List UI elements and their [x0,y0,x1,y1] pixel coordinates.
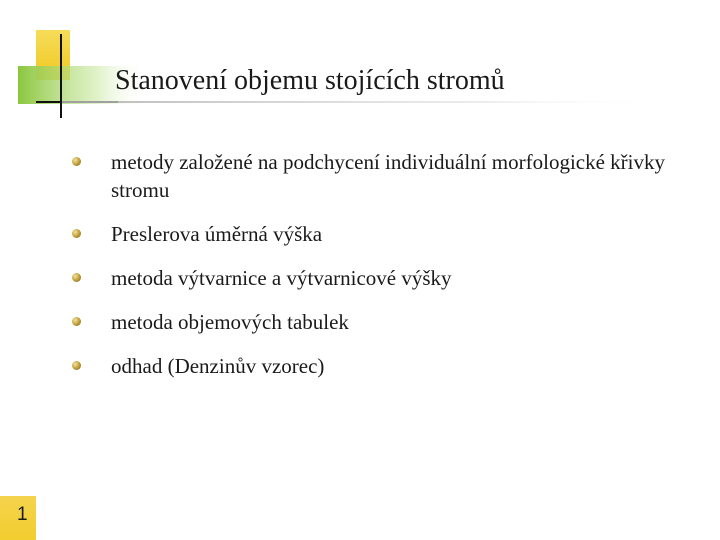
list-item-text: Preslerova úměrná výška [111,222,323,246]
list-item-text: odhad (Denzinův vzorec) [111,354,325,378]
title-underline [62,101,662,103]
list-item [72,264,672,292]
bullet-icon [72,273,81,282]
list-item [72,308,672,336]
bullet-icon [72,361,81,370]
slide-title: Stanovení objemu stojících stromů [115,65,505,96]
list-item-text: metoda výtvarnice a výtvarnicové výšky [111,266,452,290]
bullet-icon [72,157,81,166]
bullet-icon [72,317,81,326]
list-item [72,148,672,204]
list-item [72,352,672,380]
bullet-list [72,148,672,396]
bullet-icon [72,229,81,238]
vertical-rule [60,34,62,118]
list-item-text: metoda objemových tabulek [111,310,349,334]
list-item [72,220,672,248]
slide-number: 1 [17,504,28,525]
list-item-text: metody založené na podchycení individuální morfologické křivky stromu [111,150,665,202]
